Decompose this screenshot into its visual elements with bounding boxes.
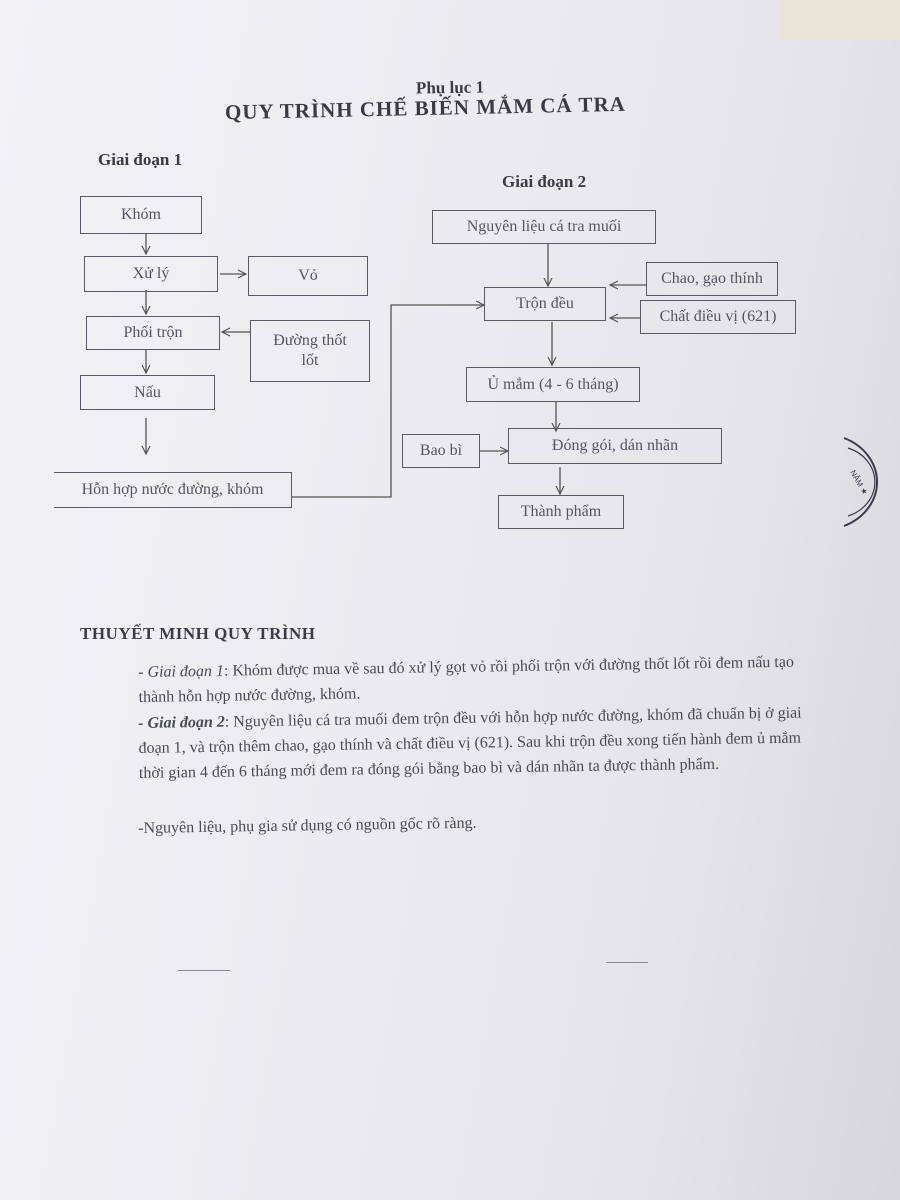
box-xu-ly: Xử lý — [84, 256, 218, 292]
box-u-mam: Ủ mắm (4 - 6 tháng) — [466, 367, 640, 402]
box-dong-goi: Đóng gói, dán nhãn — [508, 428, 722, 464]
box-tron-deu: Trộn đều — [484, 287, 606, 321]
stamp-seal — [838, 432, 900, 532]
explanation-paragraph-1 — [138, 649, 819, 710]
stage2-text: : Nguyên liệu cá tra muối đem trộn đều với hỗn hợp nước đường, khóm đã chuẩn bị ở giai đoạn 1, và trộn thêm chao, gạo thính và chất điều vị (621). Sau khi trộn đều xong tiến hành đem ủ mắm thời gian 4 đến 6 tháng mới đem ra đóng gói bằng bao bì và dán nhãn ta được thành phẩm. — [138, 704, 802, 782]
box-chao-gao-thinh: Chao, gạo thính — [646, 262, 778, 296]
stage2-label: Giai đoạn 2 — [502, 172, 587, 191]
box-thanh-pham: Thành phẩm — [498, 495, 624, 529]
materials-note: -Nguyên liệu, phụ gia sử dụng có nguồn gốc rõ ràng. — [138, 814, 477, 837]
stage1-label: Giai đoạn 1 — [98, 150, 183, 169]
box-chat-dieu-vi: Chất điều vị (621) — [640, 300, 796, 334]
explanation-heading: THUYẾT MINH QUY TRÌNH — [80, 624, 316, 643]
document-title: QUY TRÌNH CHẾ BIẾN MẮM CÁ TRA — [224, 91, 627, 125]
stage1-text: : Khóm được mua về sau đó xử lý gọt vỏ rồi phối trộn với đường thốt lốt rồi đem nấu tạo thành hỗn hợp nước đường, khóm. — [138, 653, 795, 706]
explanation-paragraph-2 — [138, 700, 819, 786]
appendix-label: Phụ lục 1 — [415, 77, 485, 98]
box-nguyen-lieu: Nguyên liệu cá tra muối — [432, 210, 656, 244]
stage1-italic-label: - Giai đoạn 1 — [138, 662, 225, 681]
page-mark-right — [606, 962, 648, 963]
box-hon-hop: Hỗn hợp nước đường, khóm — [54, 472, 292, 508]
stage2-italic-label: - Giai đoạn 2 — [138, 713, 225, 732]
box-khom: Khóm — [80, 196, 202, 234]
box-phoi-tron: Phối trộn — [86, 316, 220, 350]
page-mark-left — [178, 970, 230, 971]
box-duong-thot-lot: Đường thốt lốt — [250, 320, 370, 382]
box-nau: Nấu — [80, 375, 215, 410]
box-vo: Vỏ — [248, 256, 368, 296]
svg-text:NĂM ★: NĂM ★ — [848, 468, 870, 497]
box-bao-bi: Bao bì — [402, 434, 480, 468]
